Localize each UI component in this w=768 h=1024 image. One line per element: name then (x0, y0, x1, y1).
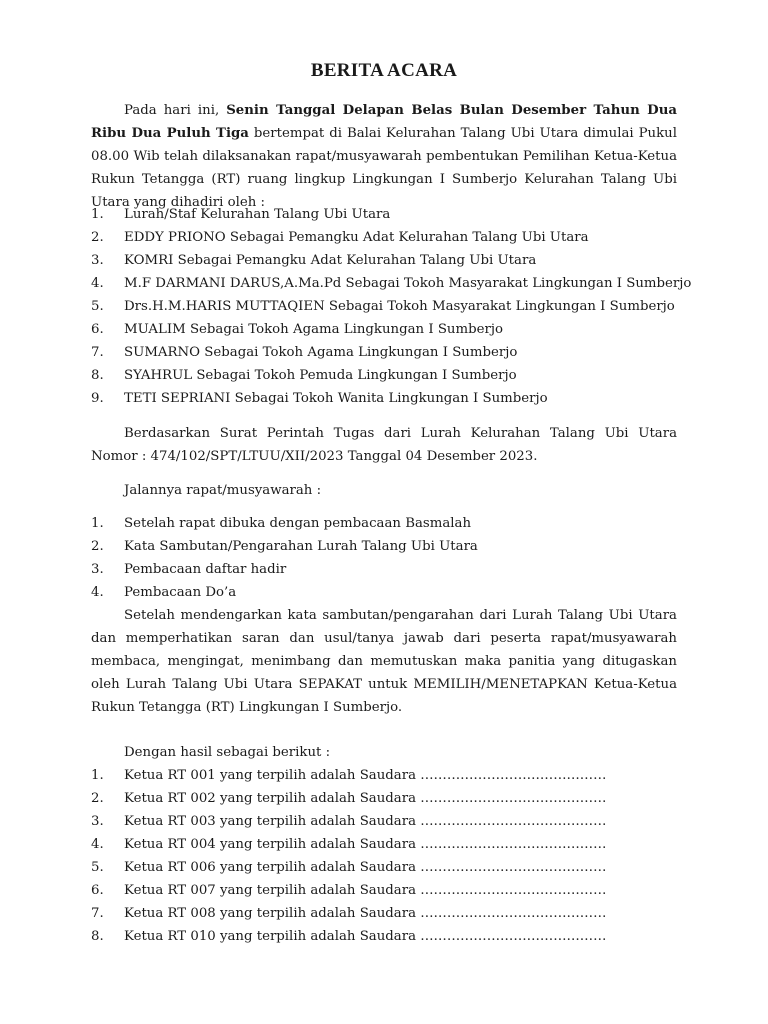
document-title: BERITA ACARA (310, 60, 458, 81)
list-text: Lurah/Staf Kelurahan Talang Ubi Utara (124, 207, 391, 222)
opening-date: Senin Tanggal Delapan Belas Bulan Desember Tahun Dua Ribu Dua Puluh Tiga (91, 103, 677, 141)
list-text: Setelah rapat dibuka dengan pembacaan Basmalah (124, 516, 472, 531)
list-number: 7. (91, 345, 104, 360)
list-item (91, 226, 691, 249)
list-item (91, 249, 691, 272)
agenda-list (91, 512, 691, 604)
opening-paragraph (91, 99, 677, 214)
list-text: Ketua RT 010 yang terpilih adalah Saudara …………………………………… (124, 929, 607, 944)
decision-text: Setelah mendengarkan kata sambutan/pengarahan dari Lurah Talang Ubi Utara dan memperhatikan saran dan usul/tanya jawab dari peserta rapat/musyawarah membaca, mengingat, menimbang dan memutuskan maka panitia yang ditugaskan oleh Lurah Talang Ubi Utara SEPAKAT untuk MEMILIH/MENETAPKAN Ketua-Ketua Rukun Tetangga (RT) Lingkungan I Sumberjo. (91, 608, 677, 715)
attendee-list (91, 203, 691, 410)
decision-paragraph (91, 604, 677, 719)
list-number: 4. (91, 276, 104, 291)
list-number: 5. (91, 860, 104, 875)
list-number: 2. (91, 539, 104, 554)
list-text: TETI SEPRIANI Sebagai Tokoh Wanita Lingkungan I Sumberjo (124, 391, 548, 406)
list-number: 9. (91, 391, 104, 406)
list-number: 4. (91, 837, 104, 852)
list-number: 8. (91, 368, 104, 383)
list-text: Ketua RT 006 yang terpilih adalah Saudara …………………………………… (124, 860, 607, 875)
list-item (91, 272, 691, 295)
list-item (91, 295, 691, 318)
list-number: 4. (91, 585, 104, 600)
list-number: 6. (91, 322, 104, 337)
list-text: Ketua RT 003 yang terpilih adalah Saudara …………………………………… (124, 814, 607, 829)
basis-text: Berdasarkan Surat Perintah Tugas dari Lurah Kelurahan Talang Ubi Utara Nomor : 474/102/SPT/LTUU/XII/2023 Tanggal 04 Desember 2023. (91, 426, 677, 464)
list-text: SUMARNO Sebagai Tokoh Agama Lingkungan I Sumberjo (124, 345, 518, 360)
list-item (91, 203, 691, 226)
list-item (91, 787, 691, 810)
list-item (91, 341, 691, 364)
list-item (91, 764, 691, 787)
list-item (91, 558, 691, 581)
list-number: 1. (91, 768, 104, 783)
list-item (91, 856, 691, 879)
list-number: 2. (91, 230, 104, 245)
list-text: KOMRI Sebagai Pemangku Adat Kelurahan Talang Ubi Utara (124, 253, 537, 268)
list-number: 3. (91, 814, 104, 829)
list-item (91, 925, 691, 948)
list-text: SYAHRUL Sebagai Tokoh Pemuda Lingkungan I Sumberjo (124, 368, 517, 383)
agenda-intro (91, 479, 321, 502)
results-intro-text: Dengan hasil sebagai berikut : (124, 745, 331, 760)
list-text: Ketua RT 004 yang terpilih adalah Saudara …………………………………… (124, 837, 607, 852)
list-text: Drs.H.M.HARIS MUTTAQIEN Sebagai Tokoh Masyarakat Lingkungan I Sumberjo (124, 299, 675, 314)
list-number: 3. (91, 562, 104, 577)
list-text: Kata Sambutan/Pengarahan Lurah Talang Ubi Utara (124, 539, 478, 554)
list-number: 6. (91, 883, 104, 898)
list-text: Ketua RT 007 yang terpilih adalah Saudara …………………………………… (124, 883, 607, 898)
list-item (91, 902, 691, 925)
list-item (91, 833, 691, 856)
list-text: Pembacaan daftar hadir (124, 562, 287, 577)
list-text: Ketua RT 002 yang terpilih adalah Saudara …………………………………… (124, 791, 607, 806)
list-item (91, 879, 691, 902)
list-text: EDDY PRIONO Sebagai Pemangku Adat Kelurahan Talang Ubi Utara (124, 230, 589, 245)
list-item (91, 512, 691, 535)
list-number: 2. (91, 791, 104, 806)
list-number: 5. (91, 299, 104, 314)
list-number: 1. (91, 516, 104, 531)
list-text: MUALIM Sebagai Tokoh Agama Lingkungan I Sumberjo (124, 322, 503, 337)
list-number: 7. (91, 906, 104, 921)
agenda-intro-text: Jalannya rapat/musyawarah : (124, 483, 322, 498)
list-text: Ketua RT 008 yang terpilih adalah Saudara …………………………………… (124, 906, 607, 921)
list-item (91, 318, 691, 341)
list-item (91, 364, 691, 387)
opening-rest: bertempat di Balai Kelurahan Talang Ubi Utara dimulai Pukul 08.00 Wib telah dilaksanakan rapat/musyawarah pembentukan Pemilihan Ketua-Ketua Rukun Tetangga (RT) ruang lingkup Lingkungan I Sumberjo Kelurahan Talang Ubi Utara yang dihadiri oleh : (91, 126, 677, 210)
list-item (91, 810, 691, 833)
results-list (91, 764, 691, 948)
list-text: Pembacaan Do’a (124, 585, 237, 600)
basis-paragraph (91, 422, 677, 468)
list-text: M.F DARMANI DARUS,A.Ma.Pd Sebagai Tokoh Masyarakat Lingkungan I Sumberjo (124, 276, 692, 291)
list-text: Ketua RT 001 yang terpilih adalah Saudara …………………………………… (124, 768, 607, 783)
list-item (91, 581, 691, 604)
list-number: 1. (91, 207, 104, 222)
results-intro (91, 741, 330, 764)
list-number: 3. (91, 253, 104, 268)
list-number: 8. (91, 929, 104, 944)
list-item (91, 535, 691, 558)
list-item (91, 387, 691, 410)
opening-lead: Pada hari ini, (124, 103, 227, 118)
